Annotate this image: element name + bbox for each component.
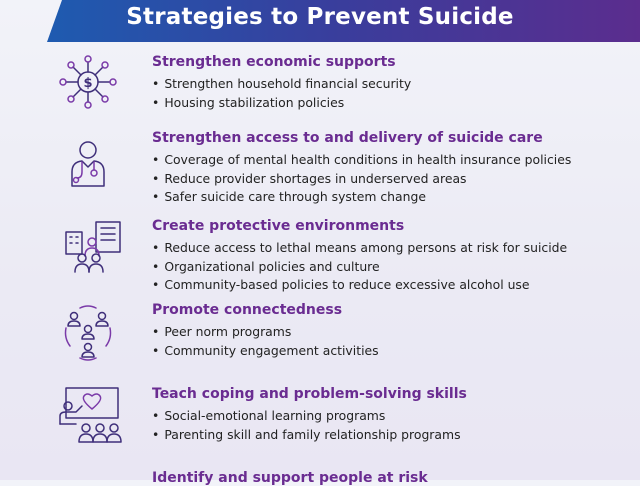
bullet-list	[152, 75, 411, 112]
section-heading: Strengthen access to and delivery of suicide care	[152, 130, 543, 146]
bullet-item: • Safer suicide care through system change	[152, 188, 571, 207]
section-heading: Create protective environments	[152, 218, 405, 234]
buildings-people-icon	[52, 218, 124, 278]
section-heading-partial: Identify and support people at risk	[152, 470, 428, 486]
bullet-item: • Housing stabilization policies	[152, 94, 411, 113]
bullet-list	[152, 407, 461, 444]
presentation-class-icon	[52, 386, 124, 446]
section-heading: Teach coping and problem-solving skills	[152, 386, 467, 402]
bullet-item: • Community engagement activities	[152, 342, 379, 361]
bullet-list	[152, 323, 379, 360]
bullet-item: • Reduce access to lethal means among persons at risk for suicide	[152, 239, 567, 258]
bullet-item: • Reduce provider shortages in underserved areas	[152, 170, 571, 189]
bullet-item: • Parenting skill and family relationship programs	[152, 426, 461, 445]
bullet-list	[152, 239, 567, 295]
bullet-item: • Community-based policies to reduce excessive alcohol use	[152, 276, 567, 295]
bullet-item: • Coverage of mental health conditions in health insurance policies	[152, 151, 571, 170]
bullet-item: • Peer norm programs	[152, 323, 379, 342]
section-heading: Strengthen economic supports	[152, 54, 396, 70]
bullet-item: • Social-emotional learning programs	[152, 407, 461, 426]
bullet-list	[152, 151, 571, 207]
connected-people-icon	[52, 302, 124, 362]
network-dollar-icon	[52, 54, 124, 114]
bullet-item: • Organizational policies and culture	[152, 258, 567, 277]
bullet-item: • Strengthen household financial security	[152, 75, 411, 94]
doctor-stethoscope-icon	[52, 136, 124, 196]
section-heading: Promote connectedness	[152, 302, 343, 318]
svg-text:$: $	[83, 76, 93, 91]
title-banner	[0, 0, 640, 42]
page-title: Strategies to Prevent Suicide	[126, 4, 514, 30]
